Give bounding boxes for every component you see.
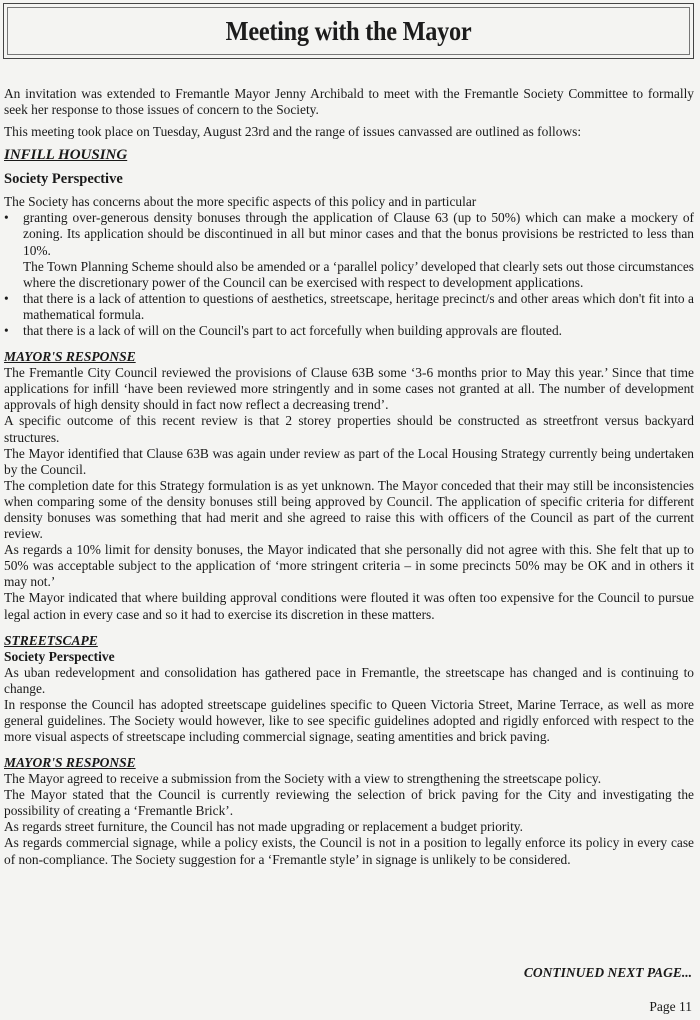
response-paragraph: The Mayor stated that the Council is currently reviewing the selection of brick paving for the City and investigating the possibility of creating a ‘Fremantle Brick’.	[4, 787, 694, 819]
bullet-item	[4, 291, 694, 323]
bullet-item	[4, 323, 694, 339]
infill-society-perspective-heading: Society Perspective	[4, 171, 123, 188]
page-title: Meeting with the Mayor	[225, 15, 472, 46]
bullet-text: that there is a lack of will on the Council's part to act forcefully when building approvals are flouted.	[23, 323, 562, 339]
infill-society-intro: The Society has concerns about the more specific aspects of this policy and in particular	[4, 194, 477, 210]
streetscape-society-perspective-heading: Society Perspective	[4, 648, 115, 664]
response-paragraph: As regards a 10% limit for density bonuses, the Mayor indicated that she personally did not agree with this. She felt that up to 50% was acceptable subject to the application of ‘more stringent criteria – in some precincts 50% may be OK and in others it may not.’	[4, 542, 694, 590]
bullet-icon: •	[4, 323, 9, 339]
bullet-icon: •	[4, 290, 9, 306]
response-paragraph: The completion date for this Strategy formulation is as yet unknown. The Mayor conceded that their may still be inconsistencies when comparing some of the density bonuses still being approved by Council. The application of specific criteria for different density bonuses was something that had merit and she agreed to raise this with officers of the Council as part of the current review.	[4, 477, 694, 542]
streetscape-heading: STREETSCAPE	[4, 632, 98, 648]
response-paragraph: A specific outcome of this recent review is that 2 storey properties should be constructed as streetfront versus backyard structures.	[4, 413, 694, 445]
response-paragraph: The Mayor indicated that where building approval conditions were flouted it was often too expensive for the Council to pursue legal action in every case and so it had to exercise its discretion in these matters.	[4, 590, 694, 622]
page-number: Page 11	[649, 999, 692, 1014]
streetscape-society-paragraph: In response the Council has adopted streetscape guidelines specific to Queen Victoria Street, Marine Terrace, as well as more general guidelines. The Society would however, like to see specific guidelines adopted and rigidly enforced with respect to the more visual aspects of streetscape including commercial signage, seating amentities and brick paving.	[4, 696, 694, 744]
bullet-continuation: The Town Planning Scheme should also be amended or a ‘parallel policy’ developed that clearly sets out those circumstances where the discretionary power of the Council can be exercised with respect to development applications.	[23, 258, 694, 290]
intro-paragraph: An invitation was extended to Fremantle Mayor Jenny Archibald to meet with the Fremantle Society Committee to formally seek her response to those issues of concern to the Society.	[4, 86, 694, 118]
intro-meeting-paragraph: This meeting took place on Tuesday, August 23rd and the range of issues canvassed are outlined as follows:	[4, 124, 582, 140]
bullet-text: granting over-generous density bonuses through the application of Clause 63 (up to 50%) which can make a mockery of zoning. Its application should be discontinued in all but minor cases and that the bonus provisions be restricted to less than 10%.	[23, 210, 694, 258]
response-paragraph: As regards commercial signage, while a policy exists, the Council is not in a position to legally enforce its policy in every case of non-compliance. The Society suggestion for a ‘Fremantle style’ in signage is unlikely to be considered.	[4, 835, 694, 867]
article-body	[4, 86, 694, 868]
response-paragraph: The Mayor agreed to receive a submission from the Society with a view to strengthening the streetscape policy.	[4, 771, 602, 787]
title-box	[3, 3, 694, 59]
bullet-item	[4, 210, 694, 258]
title-frame	[7, 7, 690, 55]
response-paragraph: As regards street furniture, the Council has not made upgrading or replacement a budget priority.	[4, 819, 523, 835]
response-paragraph: The Mayor identified that Clause 63B was again under review as part of the Local Housing Strategy currently being undertaken by the Council.	[4, 445, 694, 477]
infill-mayors-response-heading: MAYOR'S RESPONSE	[4, 349, 136, 365]
streetscape-mayors-response-heading: MAYOR'S RESPONSE	[4, 755, 136, 771]
streetscape-society-paragraph: As uban redevelopment and consolidation has gathered pace in Fremantle, the streetscape has changed and is continuing to change.	[4, 664, 694, 696]
bullet-text: that there is a lack of attention to questions of aesthetics, streetscape, heritage precinct/s and other areas which don't fit into a mathematical formula.	[23, 290, 694, 322]
continued-next-page: CONTINUED NEXT PAGE...	[523, 965, 692, 980]
infill-housing-heading: INFILL HOUSING	[4, 147, 128, 164]
response-paragraph: The Fremantle City Council reviewed the provisions of Clause 63B some ‘3-6 months prior to May this year.’ Since that time applications for infill ‘have been reviewed more stringently and in some cases not granted at all. The number of development approvals of high density should in fact now reflect a decreasing trend’.	[4, 365, 694, 413]
bullet-icon: •	[4, 210, 9, 226]
